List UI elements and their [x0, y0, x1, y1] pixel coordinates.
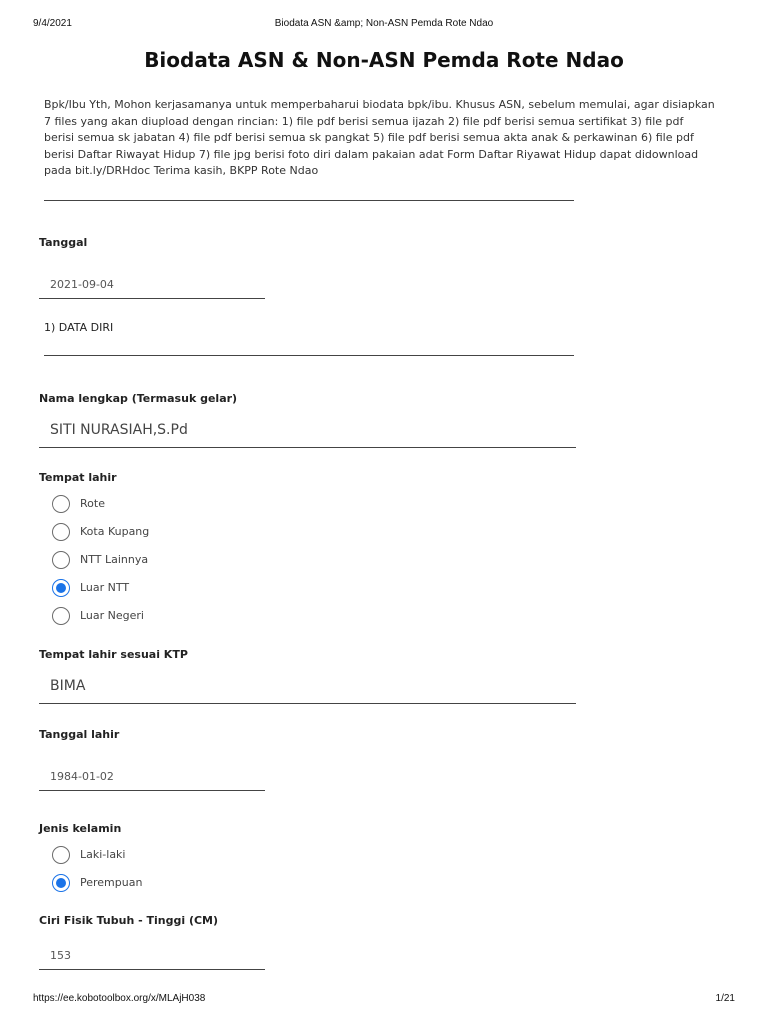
tanggal-value: 2021-09-04	[50, 278, 114, 291]
print-date: 9/4/2021	[33, 18, 72, 29]
radio-button-icon[interactable]	[52, 495, 70, 513]
tempat-lahir-option-label: NTT Lainnya	[80, 553, 149, 566]
radio-button-icon[interactable]	[52, 579, 70, 597]
tanggal-label: Tanggal	[39, 236, 88, 249]
tinggi-label: Ciri Fisik Tubuh - Tinggi (CM)	[39, 914, 219, 927]
tinggi-value: 153	[50, 949, 71, 962]
tanggal-lahir-field[interactable]	[39, 758, 265, 791]
radio-button-icon[interactable]	[52, 607, 70, 625]
radio-button-icon[interactable]	[52, 551, 70, 569]
tempat-lahir-label: Tempat lahir	[39, 471, 117, 484]
radio-button-icon[interactable]	[52, 874, 70, 892]
tempat-lahir-ktp-field[interactable]	[39, 667, 576, 704]
print-page-title: Biodata ASN &amp; Non-ASN Pemda Rote Ndao	[274, 18, 494, 29]
jenis-kelamin-option-label: Laki-laki	[80, 848, 126, 861]
jenis-kelamin-label: Jenis kelamin	[39, 822, 122, 835]
section-note-divider	[44, 355, 574, 356]
nama-field[interactable]	[39, 411, 576, 448]
form-title: Biodata ASN & Non-ASN Pemda Rote Ndao	[144, 48, 624, 72]
tinggi-field[interactable]	[39, 937, 265, 970]
tanggal-lahir-label: Tanggal lahir	[39, 728, 120, 741]
radio-button-icon[interactable]	[52, 846, 70, 864]
nama-label: Nama lengkap (Termasuk gelar)	[39, 392, 238, 405]
tanggal-lahir-value: 1984-01-02	[50, 770, 114, 783]
section-divider	[44, 200, 574, 201]
radio-button-icon[interactable]	[52, 523, 70, 541]
tempat-lahir-option-label: Luar NTT	[80, 581, 130, 594]
tanggal-field[interactable]	[39, 266, 265, 299]
tempat-lahir-option-label: Rote	[80, 497, 105, 510]
tempat-lahir-ktp-value: BIMA	[50, 678, 86, 694]
nama-value: SITI NURASIAH,S.Pd	[50, 422, 188, 438]
tempat-lahir-ktp-label: Tempat lahir sesuai KTP	[39, 648, 188, 661]
tempat-lahir-option-label: Luar Negeri	[80, 609, 144, 622]
jenis-kelamin-option-label: Perempuan	[80, 876, 143, 889]
section-note-data-diri: 1) DATA DIRI	[44, 321, 114, 334]
print-page-number: 1/21	[715, 993, 735, 1004]
tempat-lahir-option-label: Kota Kupang	[80, 525, 150, 538]
print-url: https://ee.kobotoolbox.org/x/MLAjH038	[33, 993, 206, 1004]
form-description: Bpk/Ibu Yth, Mohon kerjasamanya untuk memperbaharui biodata bpk/ibu. Khusus ASN, sebelum memulai, agar disiapkan 7 files yang akan diupload dengan rincian: 1) file pdf berisi semua ijazah 2) file pdf berisi semua sertifikat 3) file pdf berisi semua sk jabatan 4) file pdf berisi semua sk pangkat 5) file pdf berisi semua akta anak & perkawinan 6) file pdf berisi Daftar Riwayat Hidup 7) file jpg berisi foto diri dalam pakaian adat Form Daftar Riyawat Hidup dapat didownload pada bit.ly/DRHdoc Terima kasih, BKPP Rote Ndao	[44, 98, 715, 177]
